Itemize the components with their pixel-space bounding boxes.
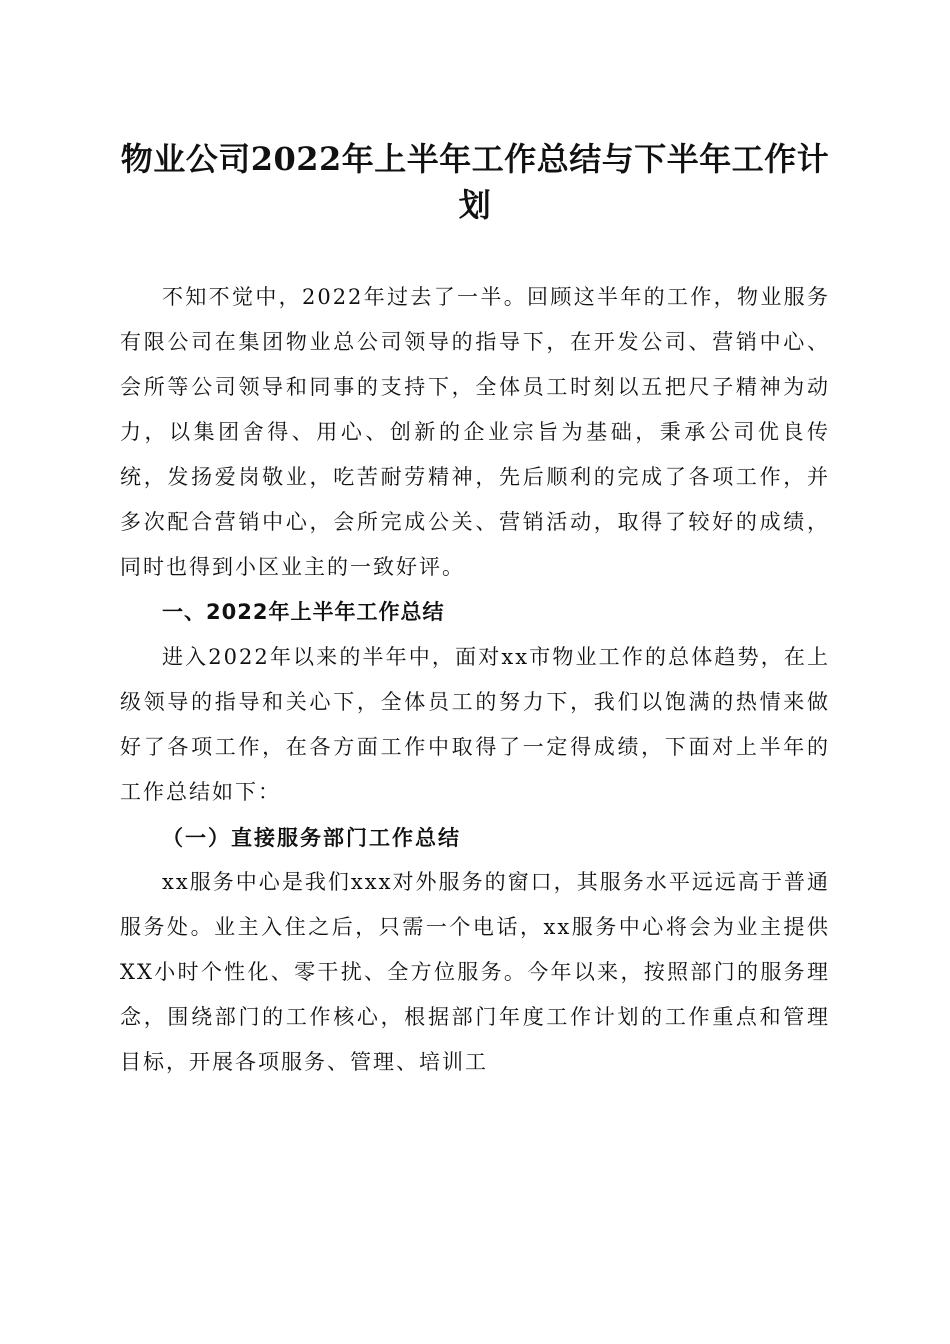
service-center-paragraph: xx服务中心是我们xxx对外服务的窗口，其服务水平远远高于普通服务处。业主入住之后，只需一个电话，xx服务中心将会为业主提供XX小时个性化、零干扰、全方位服务。今年以来，按照部门的服务理念，围绕部门的工作核心，根据部门年度工作计划的工作重点和管理目标，开展各项服务、管理、培训工: [120, 870, 830, 1074]
section-heading-1: 一、2022年上半年工作总结: [162, 600, 445, 624]
subsection-heading-1: （一）直接服务部门工作总结: [162, 825, 461, 850]
document-title: 物业公司2022年上半年工作总结与下半年工作计划: [120, 140, 830, 224]
intro-paragraph: 不知不觉中，2022年过去了一半。回顾这半年的工作，物业服务有限公司在集团物业总公司领导的指导下，在开发公司、营销中心、会所等公司领导和同事的支持下，全体员工时刻以五把尺子精神为动力，以集团舍得、用心、创新的企业宗旨为基础，秉承公司优良传统，发扬爱岗敬业，吃苦耐劳精神，先后顺利的完成了各项工作，并多次配合营销中心，会所完成公关、营销活动，取得了较好的成绩，同时也得到小区业主的一致好评。: [120, 285, 830, 579]
document-body: [120, 275, 830, 1085]
summary-paragraph: 进入2022年以来的半年中，面对xx市物业工作的总体趋势，在上级领导的指导和关心下，全体员工的努力下，我们以饱满的热情来做好了各项工作，在各方面工作中取得了一定得成绩，下面对上半年的工作总结如下：: [120, 645, 830, 804]
